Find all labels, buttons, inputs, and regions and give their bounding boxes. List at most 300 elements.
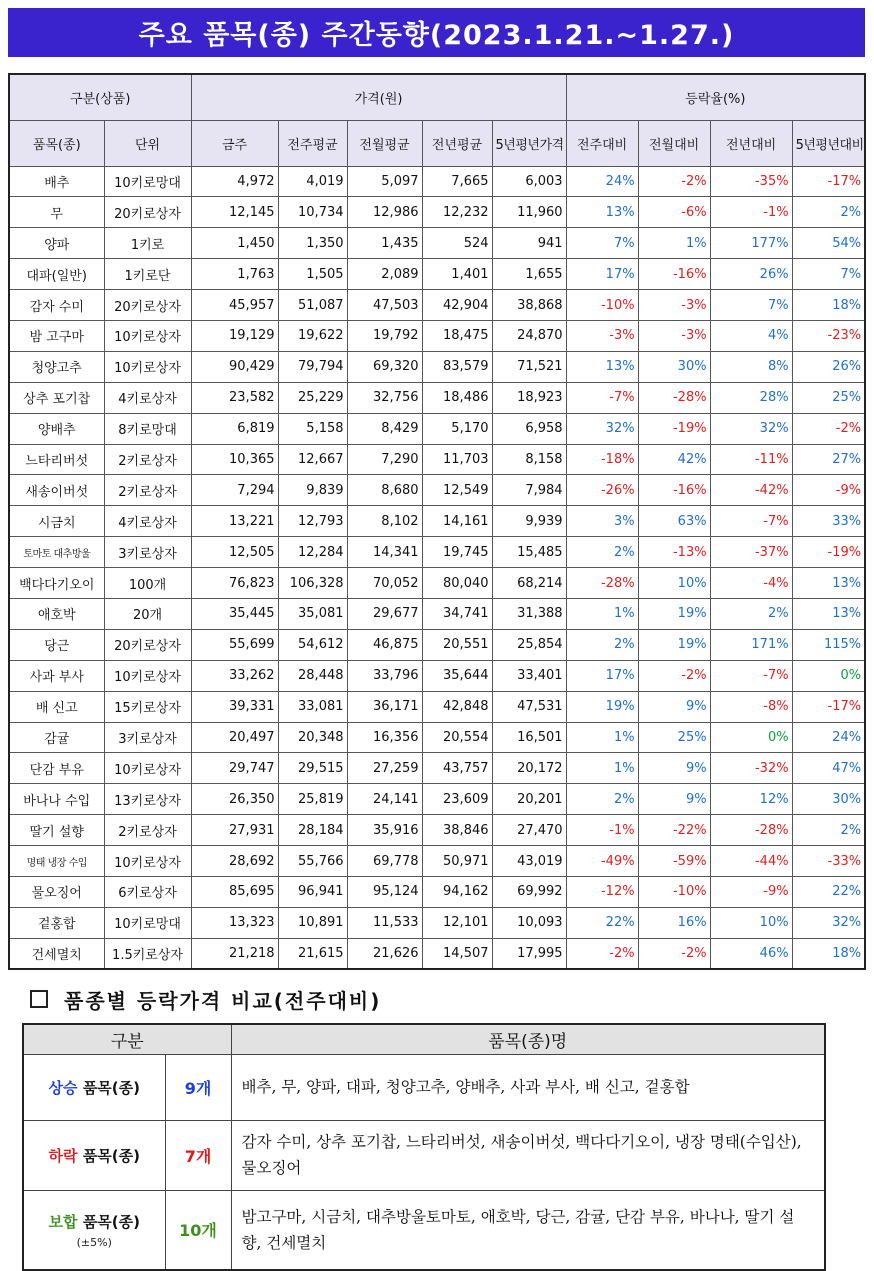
rate-vs-prev-month: -2% <box>638 660 710 691</box>
rate-vs-prev-week: 13% <box>566 197 638 228</box>
item-unit: 20키로상자 <box>104 290 191 321</box>
price-prev-week-avg: 21,615 <box>278 938 347 969</box>
rate-vs-prev-week: -18% <box>566 444 638 475</box>
price-prev-year-avg: 524 <box>422 228 492 259</box>
price-prev-week-avg: 5,158 <box>278 413 347 444</box>
table-row <box>9 629 865 660</box>
rate-vs-prev-year: -28% <box>710 815 792 846</box>
price-prev-month-avg: 95,124 <box>347 876 422 907</box>
table-row <box>9 228 865 259</box>
price-this-week: 45,957 <box>191 290 278 321</box>
rate-vs-prev-month: -3% <box>638 320 710 351</box>
price-this-week: 20,497 <box>191 722 278 753</box>
price-prev-month-avg: 2,089 <box>347 259 422 290</box>
rate-vs-prev-month: -22% <box>638 815 710 846</box>
item-unit: 10키로망대 <box>104 166 191 197</box>
rate-vs-5yr: 26% <box>792 351 865 382</box>
item-name: 사과 부사 <box>9 660 104 691</box>
price-5yr-avg: 18,923 <box>492 382 566 413</box>
rate-vs-prev-year: -35% <box>710 166 792 197</box>
rate-vs-prev-year: -44% <box>710 846 792 877</box>
summary-title-text: 품종별 등락가격 비교(전주대비) <box>64 988 382 1013</box>
rate-vs-5yr: 30% <box>792 784 865 815</box>
rate-vs-5yr: 13% <box>792 568 865 599</box>
price-prev-week-avg: 54,612 <box>278 629 347 660</box>
rate-vs-prev-week: 3% <box>566 506 638 537</box>
price-prev-year-avg: 80,040 <box>422 568 492 599</box>
item-name: 밤 고구마 <box>9 320 104 351</box>
price-this-week: 39,331 <box>191 691 278 722</box>
summary-row-flat <box>23 1190 825 1270</box>
rate-vs-5yr: 0% <box>792 660 865 691</box>
rate-vs-prev-year: 32% <box>710 413 792 444</box>
rate-vs-5yr: 7% <box>792 259 865 290</box>
price-prev-week-avg: 20,348 <box>278 722 347 753</box>
price-prev-month-avg: 69,320 <box>347 351 422 382</box>
item-name: 느타리버섯 <box>9 444 104 475</box>
item-name: 겉홍합 <box>9 907 104 938</box>
rate-vs-prev-week: -2% <box>566 938 638 969</box>
rate-vs-prev-week: -1% <box>566 815 638 846</box>
rate-vs-prev-year: 8% <box>710 351 792 382</box>
table-row <box>9 691 865 722</box>
rate-vs-prev-year: -7% <box>710 660 792 691</box>
price-prev-month-avg: 32,756 <box>347 382 422 413</box>
rate-vs-prev-year: -11% <box>710 444 792 475</box>
price-prev-year-avg: 34,741 <box>422 598 492 629</box>
rate-vs-prev-year: -8% <box>710 691 792 722</box>
price-5yr-avg: 27,470 <box>492 815 566 846</box>
price-prev-month-avg: 35,916 <box>347 815 422 846</box>
item-unit: 3키로상자 <box>104 722 191 753</box>
rise-label-rest: 품목(종) <box>77 1078 140 1097</box>
table-row <box>9 351 865 382</box>
item-unit: 10키로상자 <box>104 846 191 877</box>
price-this-week: 55,699 <box>191 629 278 660</box>
fall-count: 7개 <box>165 1120 231 1190</box>
rate-vs-prev-year: 4% <box>710 320 792 351</box>
price-prev-week-avg: 79,794 <box>278 351 347 382</box>
table-row <box>9 290 865 321</box>
price-this-week: 12,505 <box>191 537 278 568</box>
item-unit: 8키로망대 <box>104 413 191 444</box>
header-group-rate: 등락율(%) <box>566 74 865 120</box>
table-row <box>9 506 865 537</box>
item-name: 백다다기오이 <box>9 568 104 599</box>
fall-label: 하락 <box>48 1146 78 1165</box>
table-row <box>9 846 865 877</box>
table-row <box>9 876 865 907</box>
header-prev-year-avg: 전년평균 <box>422 120 492 166</box>
rate-vs-prev-week: 1% <box>566 753 638 784</box>
table-row <box>9 938 865 969</box>
price-5yr-avg: 25,854 <box>492 629 566 660</box>
item-unit: 100개 <box>104 568 191 599</box>
rate-vs-prev-month: -16% <box>638 259 710 290</box>
price-prev-week-avg: 1,350 <box>278 228 347 259</box>
rate-vs-5yr: -17% <box>792 691 865 722</box>
rate-vs-prev-month: 9% <box>638 784 710 815</box>
rate-vs-5yr: 2% <box>792 815 865 846</box>
rate-vs-5yr: -19% <box>792 537 865 568</box>
fall-items: 감자 수미, 상추 포기찹, 느타리버섯, 새송이버섯, 백다다기오이, 냉장 명태(수입산), 물오징어 <box>231 1120 825 1190</box>
price-prev-week-avg: 106,328 <box>278 568 347 599</box>
price-prev-week-avg: 12,667 <box>278 444 347 475</box>
item-name: 배 신고 <box>9 691 104 722</box>
price-5yr-avg: 10,093 <box>492 907 566 938</box>
item-name: 감귤 <box>9 722 104 753</box>
fall-label-rest: 품목(종) <box>77 1146 140 1165</box>
price-prev-year-avg: 20,554 <box>422 722 492 753</box>
price-this-week: 4,972 <box>191 166 278 197</box>
price-prev-year-avg: 1,401 <box>422 259 492 290</box>
item-unit: 20키로상자 <box>104 629 191 660</box>
rate-vs-prev-year: -4% <box>710 568 792 599</box>
rate-vs-prev-week: -49% <box>566 846 638 877</box>
price-prev-month-avg: 29,677 <box>347 598 422 629</box>
item-name: 새송이버섯 <box>9 475 104 506</box>
rate-vs-prev-month: 19% <box>638 629 710 660</box>
price-this-week: 33,262 <box>191 660 278 691</box>
price-prev-month-avg: 8,102 <box>347 506 422 537</box>
price-prev-month-avg: 14,341 <box>347 537 422 568</box>
item-name: 대파(일반) <box>9 259 104 290</box>
rate-vs-5yr: 32% <box>792 907 865 938</box>
price-prev-week-avg: 33,081 <box>278 691 347 722</box>
price-prev-year-avg: 14,161 <box>422 506 492 537</box>
item-unit: 2키로상자 <box>104 444 191 475</box>
price-this-week: 90,429 <box>191 351 278 382</box>
rate-vs-prev-year: -32% <box>710 753 792 784</box>
price-5yr-avg: 20,201 <box>492 784 566 815</box>
price-prev-month-avg: 5,097 <box>347 166 422 197</box>
price-prev-year-avg: 20,551 <box>422 629 492 660</box>
header-item: 품목(종) <box>9 120 104 166</box>
table-row <box>9 568 865 599</box>
rate-vs-prev-year: 46% <box>710 938 792 969</box>
price-5yr-avg: 69,992 <box>492 876 566 907</box>
price-prev-week-avg: 28,184 <box>278 815 347 846</box>
rate-vs-5yr: 25% <box>792 382 865 413</box>
rate-vs-prev-week: 17% <box>566 660 638 691</box>
header-group-item: 구분(상품) <box>9 74 191 120</box>
item-unit: 2키로상자 <box>104 475 191 506</box>
item-name: 명태 냉장 수입 <box>9 846 104 877</box>
rate-vs-prev-week: 32% <box>566 413 638 444</box>
price-this-week: 13,221 <box>191 506 278 537</box>
item-name: 딸기 설향 <box>9 815 104 846</box>
price-this-week: 26,350 <box>191 784 278 815</box>
item-unit: 1키로단 <box>104 259 191 290</box>
rate-vs-prev-month: -10% <box>638 876 710 907</box>
rate-vs-prev-year: 10% <box>710 907 792 938</box>
price-prev-week-avg: 19,622 <box>278 320 347 351</box>
rate-vs-prev-week: 1% <box>566 598 638 629</box>
item-unit: 6키로상자 <box>104 876 191 907</box>
rate-vs-prev-month: 1% <box>638 228 710 259</box>
rate-vs-prev-week: -12% <box>566 876 638 907</box>
price-prev-year-avg: 94,162 <box>422 876 492 907</box>
rise-items: 배추, 무, 양파, 대파, 청양고추, 양배추, 사과 부사, 배 신고, 겉홍합 <box>231 1054 825 1120</box>
table-row <box>9 907 865 938</box>
price-this-week: 29,747 <box>191 753 278 784</box>
rate-vs-prev-week: 17% <box>566 259 638 290</box>
rate-vs-prev-year: 177% <box>710 228 792 259</box>
price-prev-year-avg: 5,170 <box>422 413 492 444</box>
table-row <box>9 660 865 691</box>
rate-vs-prev-week: -3% <box>566 320 638 351</box>
price-prev-month-avg: 69,778 <box>347 846 422 877</box>
price-this-week: 19,129 <box>191 320 278 351</box>
rate-vs-prev-week: -28% <box>566 568 638 599</box>
price-prev-month-avg: 27,259 <box>347 753 422 784</box>
rate-vs-prev-year: 28% <box>710 382 792 413</box>
rate-vs-prev-year: -42% <box>710 475 792 506</box>
table-row <box>9 444 865 475</box>
rate-vs-5yr: 18% <box>792 290 865 321</box>
header-vs-prev-year: 전년대비 <box>710 120 792 166</box>
item-name: 물오징어 <box>9 876 104 907</box>
rise-count: 9개 <box>165 1054 231 1120</box>
price-5yr-avg: 11,960 <box>492 197 566 228</box>
price-5yr-avg: 7,984 <box>492 475 566 506</box>
fall-category <box>23 1120 165 1190</box>
rate-vs-prev-year: 171% <box>710 629 792 660</box>
price-prev-week-avg: 51,087 <box>278 290 347 321</box>
price-prev-year-avg: 14,507 <box>422 938 492 969</box>
price-prev-week-avg: 29,515 <box>278 753 347 784</box>
price-prev-month-avg: 8,429 <box>347 413 422 444</box>
price-5yr-avg: 38,868 <box>492 290 566 321</box>
rate-vs-prev-year: 7% <box>710 290 792 321</box>
item-unit: 1.5키로상자 <box>104 938 191 969</box>
price-prev-week-avg: 12,284 <box>278 537 347 568</box>
rate-vs-5yr: 47% <box>792 753 865 784</box>
price-5yr-avg: 71,521 <box>492 351 566 382</box>
rate-vs-prev-year: 2% <box>710 598 792 629</box>
item-name: 단감 부유 <box>9 753 104 784</box>
rate-vs-5yr: 18% <box>792 938 865 969</box>
item-name: 시금치 <box>9 506 104 537</box>
rate-vs-prev-month: -59% <box>638 846 710 877</box>
price-prev-year-avg: 12,101 <box>422 907 492 938</box>
rate-vs-prev-month: -19% <box>638 413 710 444</box>
rate-vs-5yr: -23% <box>792 320 865 351</box>
rate-vs-5yr: 27% <box>792 444 865 475</box>
rate-vs-prev-month: 10% <box>638 568 710 599</box>
table-row <box>9 753 865 784</box>
item-name: 당근 <box>9 629 104 660</box>
rate-vs-prev-month: -6% <box>638 197 710 228</box>
rate-vs-prev-month: 42% <box>638 444 710 475</box>
summary-row-fall <box>23 1120 825 1190</box>
flat-tolerance: (±5%) <box>76 1235 112 1249</box>
rate-vs-prev-year: 12% <box>710 784 792 815</box>
price-5yr-avg: 31,388 <box>492 598 566 629</box>
price-this-week: 10,365 <box>191 444 278 475</box>
rate-vs-prev-week: 13% <box>566 351 638 382</box>
page-title: 주요 품목(종) 주간동향(2023.1.21.~1.27.) <box>8 8 865 57</box>
rate-vs-prev-year: -7% <box>710 506 792 537</box>
item-unit: 2키로상자 <box>104 815 191 846</box>
rate-vs-prev-month: -3% <box>638 290 710 321</box>
rate-vs-prev-week: -7% <box>566 382 638 413</box>
rate-vs-prev-month: -28% <box>638 382 710 413</box>
price-prev-year-avg: 23,609 <box>422 784 492 815</box>
item-unit: 10키로상자 <box>104 660 191 691</box>
price-this-week: 28,692 <box>191 846 278 877</box>
rate-vs-5yr: -33% <box>792 846 865 877</box>
rise-label: 상승 <box>48 1078 78 1097</box>
table-row <box>9 784 865 815</box>
price-prev-week-avg: 4,019 <box>278 166 347 197</box>
price-prev-month-avg: 1,435 <box>347 228 422 259</box>
table-row <box>9 166 865 197</box>
summary-section-title <box>30 985 381 1013</box>
rate-vs-prev-week: 24% <box>566 166 638 197</box>
price-this-week: 13,323 <box>191 907 278 938</box>
rate-vs-prev-month: 30% <box>638 351 710 382</box>
price-prev-month-avg: 7,290 <box>347 444 422 475</box>
rate-vs-prev-week: 22% <box>566 907 638 938</box>
price-prev-week-avg: 10,734 <box>278 197 347 228</box>
price-prev-year-avg: 18,475 <box>422 320 492 351</box>
rate-vs-prev-month: -2% <box>638 938 710 969</box>
rate-vs-prev-month: 63% <box>638 506 710 537</box>
price-prev-week-avg: 12,793 <box>278 506 347 537</box>
price-5yr-avg: 1,655 <box>492 259 566 290</box>
price-prev-year-avg: 7,665 <box>422 166 492 197</box>
price-prev-month-avg: 24,141 <box>347 784 422 815</box>
rate-vs-prev-year: -1% <box>710 197 792 228</box>
table-row <box>9 320 865 351</box>
table-row <box>9 413 865 444</box>
rate-vs-5yr: 24% <box>792 722 865 753</box>
item-name: 양파 <box>9 228 104 259</box>
price-5yr-avg: 17,995 <box>492 938 566 969</box>
table-row <box>9 722 865 753</box>
price-this-week: 85,695 <box>191 876 278 907</box>
item-unit: 20개 <box>104 598 191 629</box>
rate-vs-prev-year: 0% <box>710 722 792 753</box>
price-5yr-avg: 9,939 <box>492 506 566 537</box>
rate-vs-prev-month: -16% <box>638 475 710 506</box>
item-name: 양배추 <box>9 413 104 444</box>
price-prev-year-avg: 18,486 <box>422 382 492 413</box>
header-vs-prev-week: 전주대비 <box>566 120 638 166</box>
header-unit: 단위 <box>104 120 191 166</box>
item-unit: 10키로상자 <box>104 753 191 784</box>
price-this-week: 27,931 <box>191 815 278 846</box>
rate-vs-5yr: 54% <box>792 228 865 259</box>
price-prev-year-avg: 38,846 <box>422 815 492 846</box>
rate-vs-prev-month: 9% <box>638 753 710 784</box>
flat-items: 밤고구마, 시금치, 대추방울토마토, 애호박, 당근, 감귤, 단감 부유, 바나나, 딸기 설향, 건세멸치 <box>231 1190 825 1270</box>
price-prev-month-avg: 8,680 <box>347 475 422 506</box>
price-5yr-avg: 68,214 <box>492 568 566 599</box>
item-name: 무 <box>9 197 104 228</box>
rate-vs-5yr: -9% <box>792 475 865 506</box>
price-prev-year-avg: 50,971 <box>422 846 492 877</box>
item-unit: 10키로상자 <box>104 351 191 382</box>
price-prev-month-avg: 36,171 <box>347 691 422 722</box>
table-row <box>9 197 865 228</box>
rate-vs-prev-week: -10% <box>566 290 638 321</box>
rise-category <box>23 1054 165 1120</box>
rate-vs-5yr: 115% <box>792 629 865 660</box>
rate-vs-prev-month: -13% <box>638 537 710 568</box>
item-name: 토마토 대추방울 <box>9 537 104 568</box>
price-prev-year-avg: 83,579 <box>422 351 492 382</box>
rate-vs-prev-week: -26% <box>566 475 638 506</box>
summary-header-items: 품목(종)명 <box>231 1024 825 1054</box>
price-prev-year-avg: 42,848 <box>422 691 492 722</box>
header-vs-5yr: 5년평년대비 <box>792 120 865 166</box>
price-this-week: 21,218 <box>191 938 278 969</box>
header-vs-prev-month: 전월대비 <box>638 120 710 166</box>
price-prev-week-avg: 25,819 <box>278 784 347 815</box>
flat-label: 보합 <box>48 1212 78 1231</box>
price-this-week: 1,763 <box>191 259 278 290</box>
item-unit: 13키로상자 <box>104 784 191 815</box>
rate-vs-prev-month: -2% <box>638 166 710 197</box>
price-5yr-avg: 15,485 <box>492 537 566 568</box>
item-name: 배추 <box>9 166 104 197</box>
price-5yr-avg: 941 <box>492 228 566 259</box>
checkbox-square-icon <box>30 990 48 1008</box>
rate-vs-prev-week: 19% <box>566 691 638 722</box>
item-name: 애호박 <box>9 598 104 629</box>
price-prev-year-avg: 35,644 <box>422 660 492 691</box>
price-trend-table <box>8 73 866 970</box>
price-prev-month-avg: 12,986 <box>347 197 422 228</box>
price-5yr-avg: 20,172 <box>492 753 566 784</box>
price-5yr-avg: 47,531 <box>492 691 566 722</box>
table-row <box>9 382 865 413</box>
header-prev-week-avg: 전주평균 <box>278 120 347 166</box>
item-unit: 4키로상자 <box>104 382 191 413</box>
rate-vs-prev-year: 26% <box>710 259 792 290</box>
rate-vs-prev-year: -9% <box>710 876 792 907</box>
rate-vs-5yr: -2% <box>792 413 865 444</box>
price-5yr-avg: 43,019 <box>492 846 566 877</box>
summary-row-rise <box>23 1054 825 1120</box>
rate-vs-prev-week: 7% <box>566 228 638 259</box>
price-5yr-avg: 8,158 <box>492 444 566 475</box>
summary-header-category: 구분 <box>23 1024 231 1054</box>
price-this-week: 76,823 <box>191 568 278 599</box>
table-row <box>9 815 865 846</box>
item-name: 바나나 수입 <box>9 784 104 815</box>
item-unit: 20키로상자 <box>104 197 191 228</box>
price-prev-month-avg: 16,356 <box>347 722 422 753</box>
price-this-week: 6,819 <box>191 413 278 444</box>
rate-vs-5yr: 2% <box>792 197 865 228</box>
price-prev-year-avg: 11,703 <box>422 444 492 475</box>
header-this-week: 금주 <box>191 120 278 166</box>
price-prev-week-avg: 35,081 <box>278 598 347 629</box>
price-prev-month-avg: 21,626 <box>347 938 422 969</box>
price-5yr-avg: 33,401 <box>492 660 566 691</box>
rate-vs-5yr: 13% <box>792 598 865 629</box>
price-this-week: 23,582 <box>191 382 278 413</box>
rate-vs-prev-week: 1% <box>566 722 638 753</box>
price-prev-month-avg: 70,052 <box>347 568 422 599</box>
price-this-week: 7,294 <box>191 475 278 506</box>
price-prev-year-avg: 19,745 <box>422 537 492 568</box>
price-prev-week-avg: 1,505 <box>278 259 347 290</box>
price-prev-week-avg: 55,766 <box>278 846 347 877</box>
